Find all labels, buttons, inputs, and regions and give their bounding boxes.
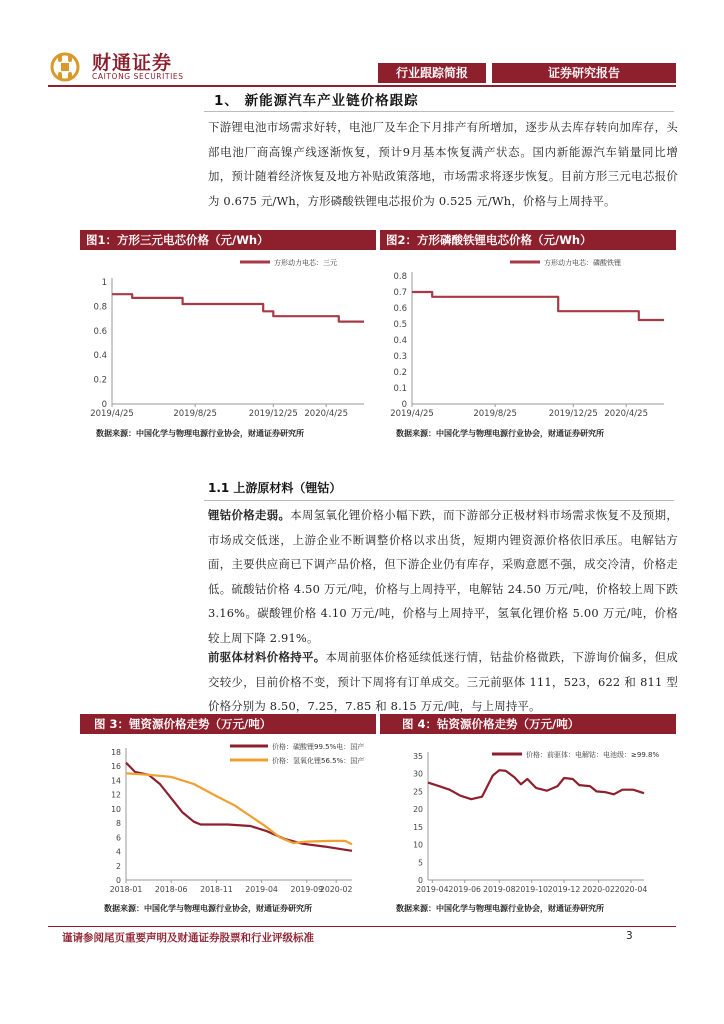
subsection-paragraph-2 xyxy=(208,645,678,719)
series-line xyxy=(428,770,644,799)
legend-label: 价格：前驱体：电解钴：电池级：≥99.8% xyxy=(526,751,660,759)
fig2-title-bar: 图2：方形磷酸铁锂电芯价格（元/Wh） xyxy=(380,230,676,250)
report-type-tag: 行业跟踪简报 xyxy=(378,63,486,83)
x-tick-label: 2019-08 xyxy=(482,885,516,894)
x-tick-label: 2019-12 xyxy=(547,885,581,894)
y-tick-label: 0.1 xyxy=(393,384,407,394)
x-tick-label: 2019-10 xyxy=(515,885,548,894)
caitong-logo-icon xyxy=(48,50,82,84)
fig3-source: 数据来源：中国化学与物理电源行业协会，财通证券研究所 xyxy=(104,904,312,913)
y-tick-label: 10 xyxy=(111,804,121,814)
y-tick-label: 0.4 xyxy=(393,336,407,346)
report-category-tag: 证券研究报告 xyxy=(492,63,676,83)
fig1-title-bar: 图1：方形三元电芯价格（元/Wh） xyxy=(80,230,376,250)
paragraph-1-body: 本周氢氧化锂价格小幅下跌，而下游部分正极材料市场需求恢复不及预期，市场成交低迷，上游企业不断调整价格以求出货，短期内锂资源价格依旧承压。电解钴方面，主要供应商已下调产品价格，但下游企业仍有库存，采购意愿不强，成交冷清，价格走低。硫酸钴价格 4.50 万元/吨，价格与上周持平，电解钴 24.50 万元/吨，价格较上周下跌 3.16%。碳酸锂价格 4.10 万元/吨，价格与上周持平，氢氧化锂价格 5.00 万元/吨，价格较上周下降 2.91%。 xyxy=(208,508,678,645)
y-tick-label: 16 xyxy=(111,762,121,772)
fig4-source: 数据来源：中国化学与物理电源行业协会，财通证券研究所 xyxy=(396,904,604,913)
y-tick-label: 10 xyxy=(413,840,423,850)
x-tick-label: 2019/12/25 xyxy=(248,409,298,419)
x-tick-label: 2019/8/25 xyxy=(173,409,217,419)
fig1-source: 数据来源：中国化学与物理电源行业协会，财通证券研究所 xyxy=(96,429,304,438)
paragraph-1-lead: 锂钴价格走弱。 xyxy=(208,508,291,522)
section-paragraph: 下游锂电池市场需求好转，电池厂及车企下月排产有所增加，逐步从去库存转向加库存，头部电池厂商高镍产线逐渐恢复，预计9月基本恢复满产状态。国内新能源汽车销量同比增加，预计随着经济恢复及地方补贴政策落地，市场需求将逐步恢复。目前方形三元电芯报价为 0.675 元/Wh，方形磷酸铁锂电芯报价为 0.525 元/Wh，价格与上周持平。 xyxy=(208,120,678,208)
x-tick-label: 2020-04 xyxy=(614,885,648,894)
x-tick-label: 2019-06 xyxy=(448,885,482,894)
paragraph-2-body: 本周前驱体价格延续低迷行情，钴盐价格微跌，下游询价偏多，但成交较少，目前价格不变，预计下周将有订单成交。三元前驱体 111，523，622 和 811 型价格分别为 8.50，7.25，7.85 和 8.15 万元/吨，与上周持平。 xyxy=(208,650,678,714)
y-tick-label: 0.2 xyxy=(93,375,107,386)
subsection-paragraph-1 xyxy=(208,503,678,651)
legend-label: 方形动力电芯：磷酸铁锂 xyxy=(544,259,621,267)
y-tick-label: 20 xyxy=(413,805,423,815)
series-line xyxy=(112,294,364,321)
y-tick-label: 12 xyxy=(111,790,121,800)
y-tick-label: 2 xyxy=(116,861,121,871)
y-tick-label: 18 xyxy=(111,748,121,757)
y-tick-label: 15 xyxy=(413,822,423,832)
logo-chinese-name: 财通证券 xyxy=(92,52,173,74)
footer-divider xyxy=(48,926,676,927)
y-tick-label: 4 xyxy=(116,847,121,857)
x-tick-label: 2020/4/25 xyxy=(604,409,648,419)
fig2-source: 数据来源：中国化学与物理电源行业协会，财通证券研究所 xyxy=(396,429,604,438)
x-tick-label: 2019-04 xyxy=(416,885,449,894)
y-tick-label: 0.2 xyxy=(393,368,407,378)
y-tick-label: 25 xyxy=(413,787,423,797)
y-tick-label: 8 xyxy=(116,819,121,829)
y-tick-label: 0 xyxy=(101,400,107,410)
legend-label: 方形动力电芯：三元 xyxy=(274,259,337,267)
x-tick-label: 2018-11 xyxy=(200,885,233,894)
y-tick-label: 0.3 xyxy=(393,352,407,362)
y-tick-label: 0 xyxy=(418,876,423,885)
x-tick-label: 2019/4/25 xyxy=(390,409,434,419)
y-tick-label: 0.8 xyxy=(93,302,107,313)
fig4-title-bar: 图 4：钴资源价格走势（万元/吨） xyxy=(380,714,676,734)
x-tick-label: 2020-02 xyxy=(582,885,615,894)
y-tick-label: 0.6 xyxy=(93,326,107,337)
y-tick-label: 6 xyxy=(116,833,121,843)
section-title: 1、 新能源汽车产业链价格跟踪 xyxy=(214,93,419,109)
logo-english-name: CAITONG SECURITIES xyxy=(92,72,184,81)
y-tick-label: 0.6 xyxy=(393,304,407,314)
fig3-chart xyxy=(80,738,376,902)
fig2-chart xyxy=(380,252,676,422)
x-tick-label: 2019-09 xyxy=(290,885,324,894)
x-tick-label: 2018-06 xyxy=(154,885,188,894)
legend-label: 价格：氢氧化锂56.5%：国产 xyxy=(272,757,365,765)
section-divider xyxy=(204,111,674,112)
header-divider xyxy=(48,85,676,87)
x-tick-label: 2019/12/25 xyxy=(548,409,598,419)
x-tick-label: 2019/4/25 xyxy=(90,409,134,419)
y-tick-label: 14 xyxy=(111,776,121,786)
x-tick-label: 2020/4/25 xyxy=(304,409,348,419)
y-tick-label: 30 xyxy=(413,769,423,779)
y-tick-label: 0 xyxy=(116,876,121,885)
y-tick-label: 5 xyxy=(418,858,423,868)
y-tick-label: 35 xyxy=(413,752,423,761)
y-tick-label: 0.8 xyxy=(393,272,407,282)
footer-disclaimer: 谨请参阅尾页重要声明及财通证券股票和行业评级标准 xyxy=(62,932,314,944)
legend-label: 价格：碳酸锂99.5%电：国产 xyxy=(272,743,365,751)
x-tick-label: 2019-04 xyxy=(245,885,278,894)
subsection-title: 1.1 上游原材料（锂钴） xyxy=(208,481,342,495)
y-tick-label: 0.5 xyxy=(393,320,407,330)
y-tick-label: 0.4 xyxy=(93,351,107,362)
y-tick-label: 1 xyxy=(101,278,107,288)
x-tick-label: 2020-02 xyxy=(319,885,353,894)
x-tick-label: 2019/8/25 xyxy=(473,409,517,419)
y-tick-label: 0 xyxy=(401,400,407,410)
fig3-title-bar: 图 3：锂资源价格走势（万元/吨） xyxy=(80,714,376,734)
x-tick-label: 2018-01 xyxy=(109,885,143,894)
fig1-chart xyxy=(80,252,376,422)
page-number: 3 xyxy=(626,930,633,942)
subsection-divider xyxy=(204,500,674,501)
fig4-chart xyxy=(380,738,676,902)
paragraph-2-lead: 前驱体材料价格持平。 xyxy=(208,650,326,664)
y-tick-label: 0.7 xyxy=(393,288,407,298)
series-line xyxy=(412,292,664,320)
